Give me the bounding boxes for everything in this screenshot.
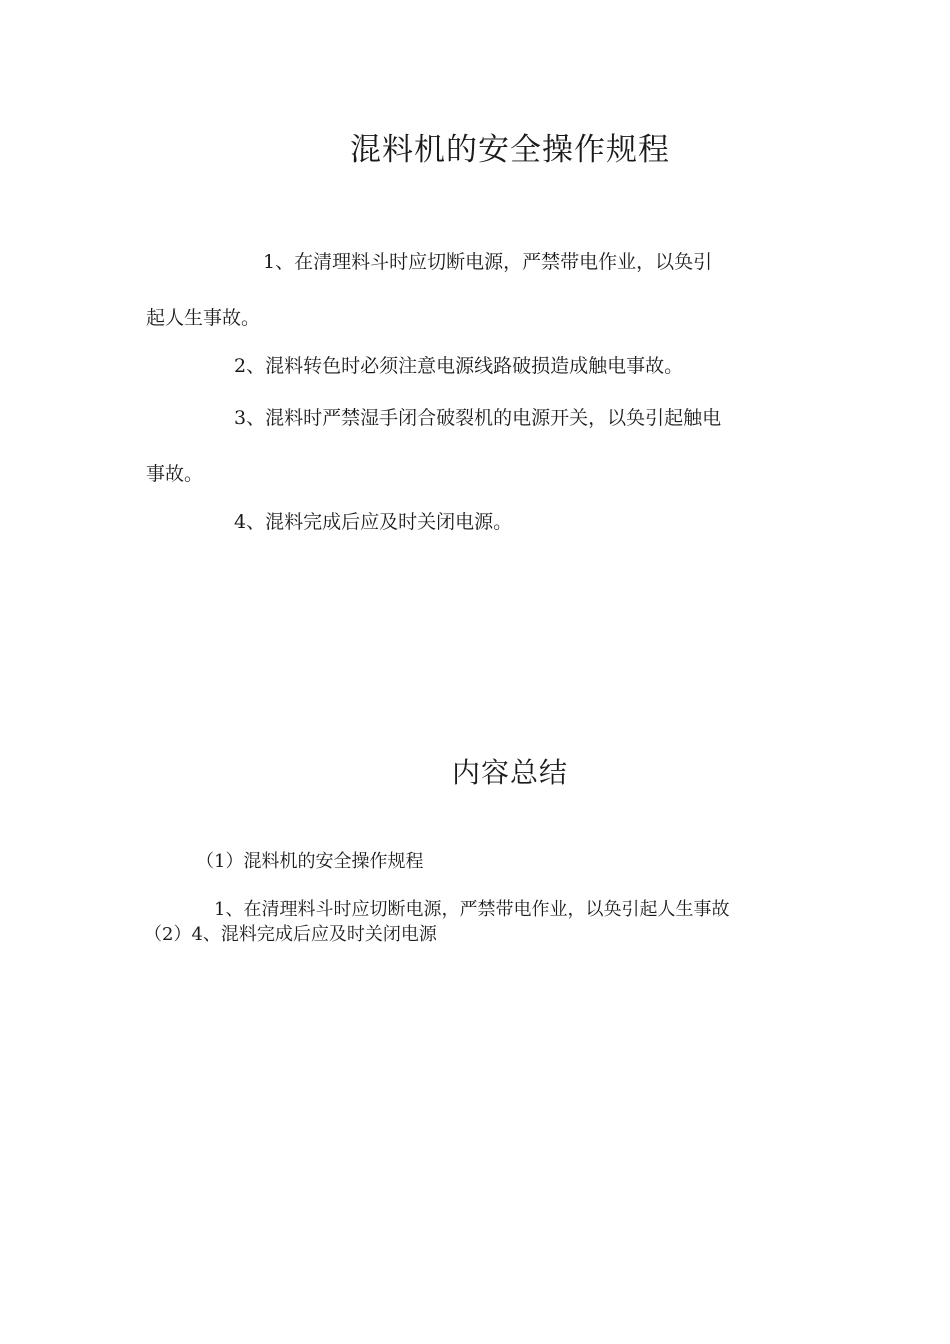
rule-paragraph-3 <box>146 390 816 502</box>
rule-paragraph-1 <box>146 234 816 346</box>
summary-item-2: 1、在清理料斗时应切断电源，严禁带电作业，以奂引起人生事故 <box>214 899 730 920</box>
rule-1-line-1: 1、在清理料斗时应切断电源，严禁带电作业，以奂引 <box>263 251 713 273</box>
rule-paragraph-2 <box>146 338 816 394</box>
rule-3-line-2: 事故。 <box>146 463 204 485</box>
summary-title: 内容总结 <box>451 756 568 789</box>
rule-3-line-1: 3、混料时严禁湿手闭合破裂机的电源开关，以奂引起触电 <box>234 407 722 429</box>
rule-paragraph-4 <box>146 494 816 550</box>
document-title: 混料机的安全操作规程 <box>350 132 670 168</box>
rule-1-line-2: 起人生事故。 <box>146 307 261 329</box>
rule-4-line-1: 4、混料完成后应及时关闭电源。 <box>234 511 513 533</box>
rule-2-line-1: 2、混料转色时必须注意电源线路破损造成触电事故。 <box>234 355 684 377</box>
summary-item-3: （2）4、混料完成后应及时关闭电源 <box>144 924 437 945</box>
summary-item-1: （1）混料机的安全操作规程 <box>196 851 424 872</box>
